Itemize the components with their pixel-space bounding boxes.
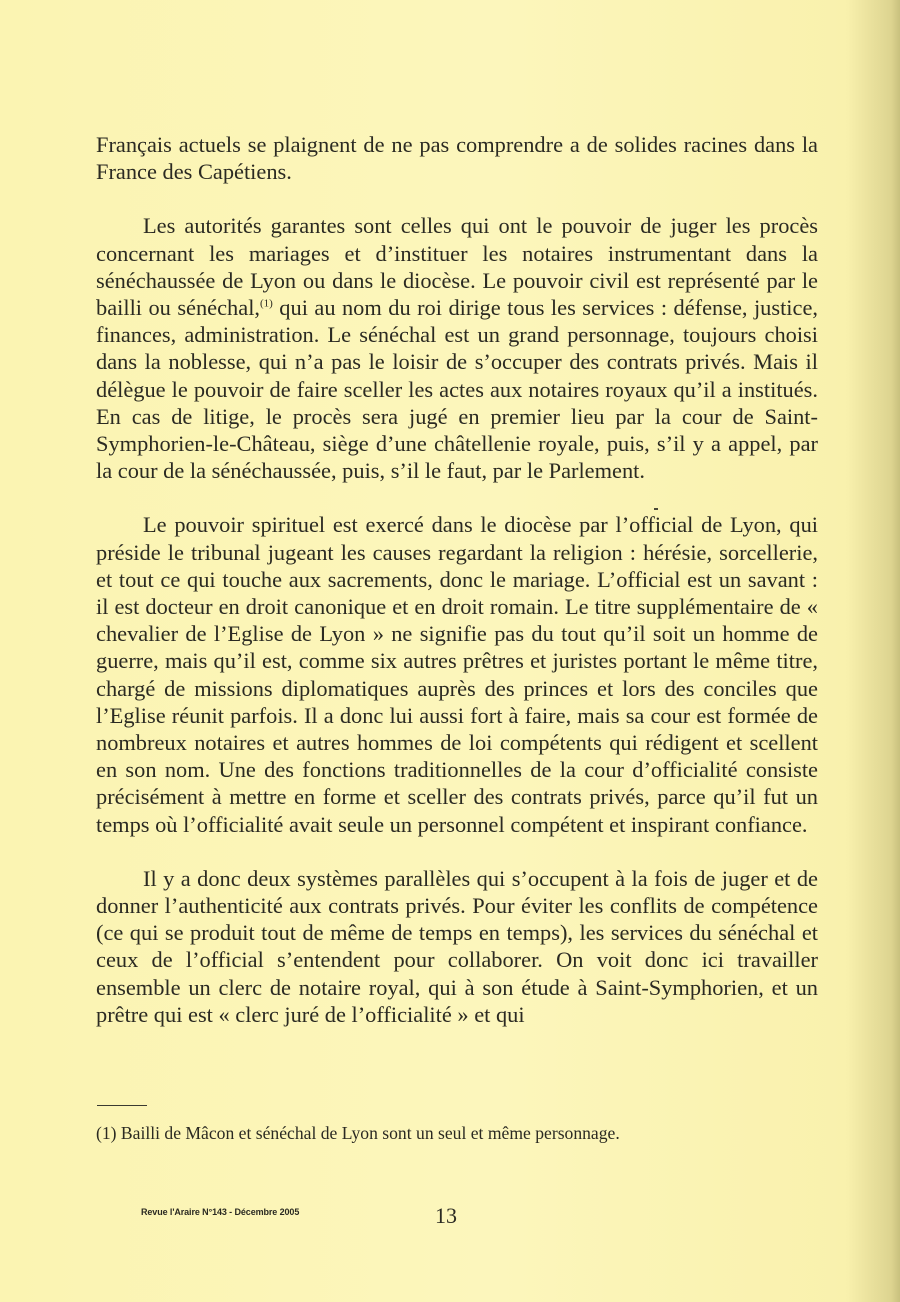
footnote-reference: (1) bbox=[260, 297, 273, 310]
paragraph-autorites bbox=[96, 212, 818, 484]
body-text bbox=[96, 131, 818, 1028]
paragraph-continuation: Français actuels se plaignent de ne pas comprendre a de solides racines dans la France des Capétiens. bbox=[96, 132, 818, 185]
footnote-divider bbox=[97, 1105, 147, 1106]
page-number: 13 bbox=[435, 1203, 457, 1228]
paragraph-deux-systemes: Il y a donc deux systèmes parallèles qui s’occupent à la fois de juger et de donner l’authenticité aux contrats privés. Pour éviter les conflits de compétence (ce qui se produit tout de même de temps en temps), les services du sénéchal et ceux de l’official s’entendent pour collaborer. On voit donc ici travailler ensemble un clerc de notaire royal, qui à son étude à Saint-Symphorien, et un prêtre qui est « clerc juré de l’officialité » et qui bbox=[96, 865, 818, 1027]
paragraph-autorites-start: Les autorités garantes sont celles qui ont le pouvoir de juger les procès concernant les mariages et d’instituer les notaires instrumentant dans la sénéchaussée de Lyon ou dans le diocèse. Le pouvoir civil est représenté par le bailli ou sénéchal, bbox=[96, 213, 818, 321]
journal-footer: Revue l'Araire N°143 - Décembre 2005 bbox=[141, 1207, 300, 1217]
paragraph-pouvoir-spirituel: Le pouvoir spirituel est exercé dans le diocèse par l’official de Lyon, qui préside le tribunal jugeant les causes regardant la religion : hérésie, sorcellerie, et tout ce qui touche aux sacrements, donc le mariage. L’official est un savant : il est docteur en droit canonique et en droit romain. Le titre supplémentaire de « chevalier de l’Eglise de Lyon » ne signifie pas du tout qu’il soit un homme de guerre, mais qu’il est, comme six autres prêtres et juristes portant le même titre, chargé de missions diplomatiques auprès des princes et lors des conciles que l’Eglise réunit parfois. Il a donc lui aussi fort à faire, mais sa cour est formée de nombreux notaires et autres hommes de loi compétents qui rédigent et scellent en son nom. Une des fonctions traditionnelles de la cour d’officialité consiste précisément à mettre en forme et sceller des contrats privés, parce qu’il fut un temps où l’officialité avait seule un personnel compétent et inspirant confiance. bbox=[96, 512, 818, 837]
paragraph-autorites-rest: qui au nom du roi dirige tous les services : défense, justice, finances, administration. Le sénéchal est un grand personnage, toujours choisi dans la noblesse, qui n’a pas le loisir de s’occuper des contrats privés. Mais il délègue le pouvoir de faire sceller les actes aux notaires royaux qu’il a institués. En cas de litige, le procès sera jugé en premier lieu par la cour de Saint-Symphorien-le-Château, siège d’une châtellenie royale, puis, s’il y a appel, par la cour de la sénéchaussée, puis, s’il le faut, par le Parlement. bbox=[96, 295, 818, 484]
footnote: (1) Bailli de Mâcon et sénéchal de Lyon sont un seul et même personnage. bbox=[96, 1123, 620, 1143]
ink-speck bbox=[654, 508, 658, 510]
